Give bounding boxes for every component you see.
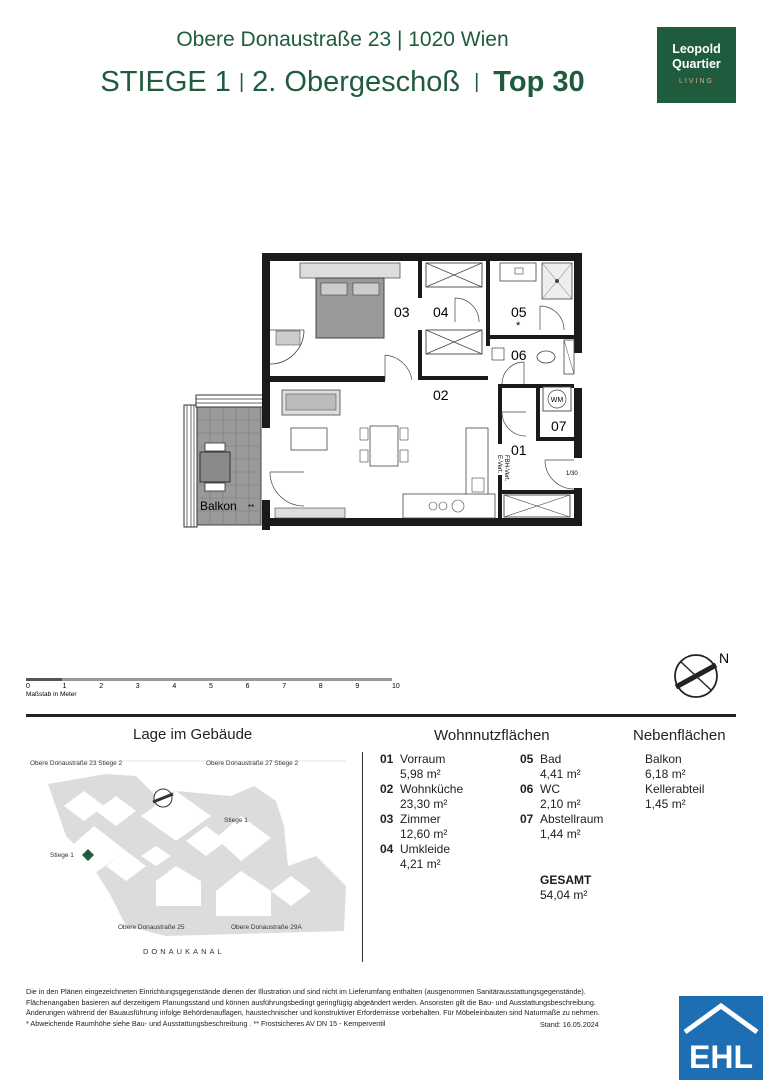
room-07: 07 Abstellraum 1,44 m²	[520, 812, 604, 841]
north-arrow	[668, 645, 740, 705]
site-map	[26, 756, 356, 961]
section-divider	[26, 714, 736, 717]
scale-tick-9: 9	[355, 683, 360, 690]
geschoss-label: 2. Obergeschoß	[252, 66, 461, 98]
north-label: N	[719, 650, 730, 666]
site-label-25: Obere Donaustraße 25	[118, 924, 185, 931]
label-02: 02	[433, 387, 449, 403]
scale-tick-6: 6	[245, 683, 250, 690]
scale-tick-3: 3	[135, 683, 140, 690]
gesamt-label: GESAMT	[540, 873, 592, 887]
ehl-logo	[679, 996, 763, 1080]
scale-tick-2: 2	[99, 683, 104, 690]
top-number: Top 30	[493, 66, 585, 98]
floor-plan	[0, 240, 763, 540]
room-03: 03 Zimmer 12,60 m²	[380, 812, 448, 841]
scale-tick-7: 7	[282, 683, 287, 690]
column-divider	[362, 752, 363, 962]
room-06: 06 WC 2,10 m²	[520, 782, 581, 811]
site-label-stiege1-a: Stiege 1	[224, 817, 248, 824]
room-02: 02 Wohnküche 23,30 m²	[380, 782, 464, 811]
label-balkon-star: **	[248, 503, 255, 512]
neben-balkon: Balkon 6,18 m²	[645, 752, 686, 781]
scale-label: Maßstab in Meter	[26, 691, 77, 698]
scale-tick-8: 8	[318, 683, 323, 690]
disclaimer-line-3: Änderungen während der Bauausführung infolge Behördenauflagen, haustechnischer und konstruktiver Erfordernisse vorbehalten. Für Möbeleinbauten sind Naturmaße zu nehmen.	[26, 1008, 600, 1017]
scale-tick-1: 1	[62, 683, 67, 690]
step-label: 1/30	[566, 471, 578, 477]
scale-tick-4: 4	[172, 683, 177, 690]
logo-line-2: Quartier	[672, 57, 721, 71]
gesamt-total	[540, 873, 591, 903]
separator: |	[474, 71, 480, 93]
site-label-donaukanal: DONAUKANAL	[143, 947, 225, 956]
neben-kellerabteil: Kellerabteil 1,45 m²	[645, 782, 705, 811]
scale-tick-10: 10	[392, 683, 400, 690]
evert-label: E-Vert.	[496, 455, 502, 474]
label-06: 06	[511, 347, 527, 363]
floor-title	[0, 66, 685, 99]
site-label-23: Obere Donaustraße 23 Stiege 2	[30, 760, 123, 767]
wm-label: WM	[550, 397, 564, 404]
separator: |	[238, 71, 245, 93]
disclaimer-line-2: Flächenangaben basieren auf derzeitigem Planungsstand und können ausführungsbedingt geringfügig abgeändert werden. Ansonsten gilt die Bau- und Ausstattungsbeschreibung.	[26, 997, 596, 1007]
room-01: 01 Vorraum 5,98 m²	[380, 752, 446, 781]
scale-bar	[26, 672, 398, 698]
label-05-star: *	[516, 320, 521, 332]
stiege-label: STIEGE 1	[100, 66, 231, 98]
label-05: 05	[511, 304, 527, 320]
disclaimer	[26, 987, 616, 1029]
label-balkon: Balkon	[200, 499, 237, 513]
room-05: 05 Bad 4,41 m²	[520, 752, 581, 781]
disclaimer-line-4: * Abweichende Raumhöhe siehe Bau- und Ausstattungsbeschreibung . ** Frostsicheres AV DN 15 - Kemperventil	[26, 1018, 386, 1028]
lage-heading: Lage im Gebäude	[133, 726, 253, 743]
site-label-27: Obere Donaustraße 27 Stiege 2	[206, 760, 299, 767]
label-03: 03	[394, 304, 410, 320]
project-address: Obere Donaustraße 23 | 1020 Wien	[176, 28, 509, 51]
site-label-29a: Obere Donaustraße 29A	[231, 924, 302, 931]
scale-tick-5: 5	[209, 683, 213, 690]
stand-date: Stand: 16.05.2024	[540, 1020, 599, 1029]
neben-heading: Nebenflächen	[633, 727, 726, 744]
gesamt-area: 54,04 m²	[540, 888, 588, 902]
label-07: 07	[551, 418, 567, 434]
ehl-text: EHL	[689, 1039, 753, 1075]
label-04: 04	[433, 304, 449, 320]
room-04: 04 Umkleide 4,21 m²	[380, 842, 451, 871]
label-01: 01	[511, 442, 527, 458]
fbh-label: FBH-Vert.	[503, 455, 509, 482]
logo-line-3: LIVING	[679, 78, 714, 85]
disclaimer-line-1: Die in den Plänen eingezeichneten Einrichtungsgegenstände dienen der Illustration und sind nicht im Lieferumfang enthalten (ausgenommen Sanitärausstattungsgegenstände).	[26, 987, 586, 996]
leopold-quartier-logo	[657, 27, 736, 103]
site-label-stiege1-b: Stiege 1	[50, 852, 74, 859]
logo-line-1: Leopold	[672, 42, 721, 56]
wohn-heading: Wohnnutzflächen	[434, 727, 550, 744]
scale-tick-0: 0	[26, 683, 30, 690]
